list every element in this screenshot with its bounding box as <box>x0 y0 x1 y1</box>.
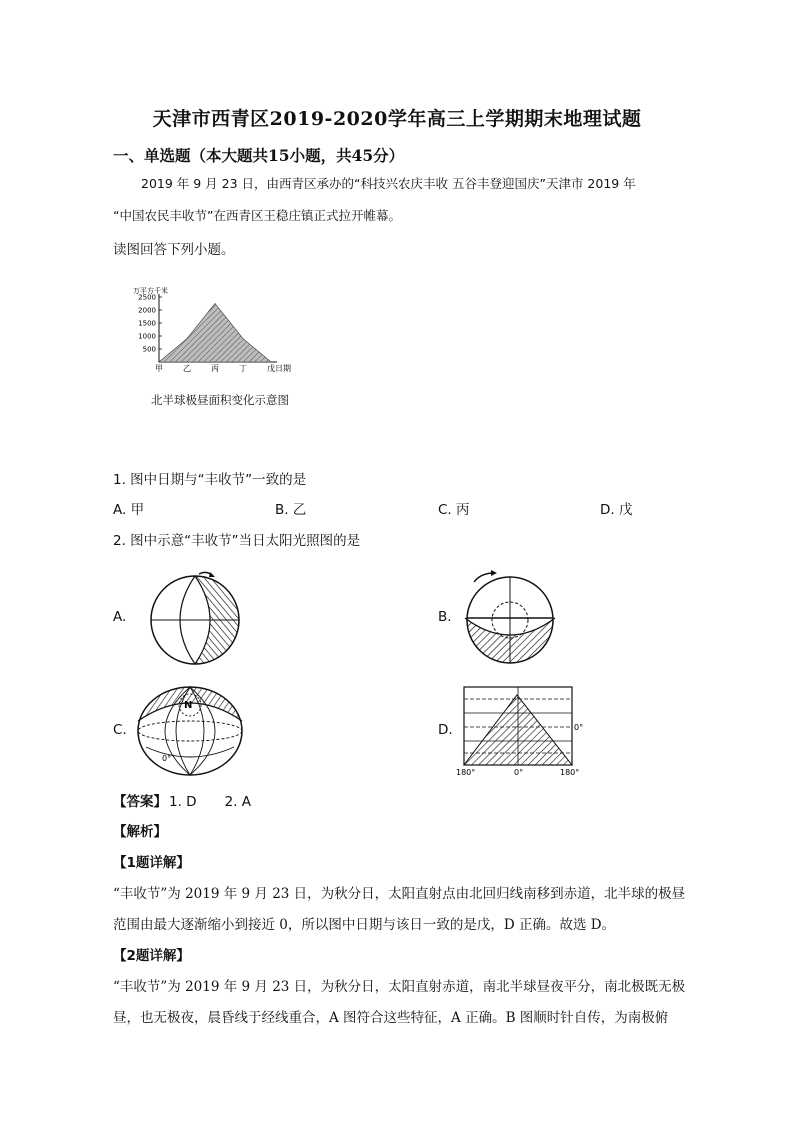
x-tick-label: 丁 <box>239 364 247 373</box>
y-tick-label: 2000 <box>138 306 156 315</box>
y-tick-label: 2500 <box>138 293 156 302</box>
question-2-text: 2. 图中示意“丰收节”当日太阳光照图的是 <box>113 533 361 549</box>
q1-option-c: C. 丙 <box>438 502 470 518</box>
detail-2-line-2: 昼，也无极夜，晨昏线于经线重合，A 图符合这些特征，A 正确。B 图顺时针自传，为南极俯 <box>113 1010 669 1026</box>
diagram-d-map <box>454 683 594 779</box>
x-tick-label: 丙 <box>211 364 219 373</box>
q2-option-c-label: C. <box>113 722 127 738</box>
d-left-longitude: 180° <box>456 768 476 777</box>
instruction: 读图回答下列小题。 <box>113 242 235 258</box>
d-right-longitude: 180° <box>560 768 580 777</box>
x-tick-label: 戊 <box>267 364 275 373</box>
chart-area-series <box>159 304 271 363</box>
intro-line-2: “中国农民丰收节”在西青区王稳庄镇正式拉开帷幕。 <box>113 208 401 223</box>
q2-option-a-label: A. <box>113 609 127 625</box>
detail-2-line-1: “丰收节”为 2019 年 9 月 23 日，为秋分日，太阳直射赤道，南北半球昼夜平分，南北极既无极 <box>113 979 686 995</box>
detail-1-line-1: “丰收节”为 2019 年 9 月 23 日，为秋分日，太阳直射点由北回归线南移到赤道，北半球的极昼 <box>113 886 686 902</box>
question-1-text: 1. 图中日期与“丰收节”一致的是 <box>113 472 307 488</box>
rotation-arrow-icon <box>491 570 497 576</box>
section-heading: 一、单选题（本大题共15小题，共45分） <box>113 146 405 165</box>
answer-row <box>113 790 251 810</box>
intro-line-1: 2019 年 9 月 23 日，由西青区承办的“科技兴农庆丰收 五谷丰登迎国庆”天津市 2019 年 <box>141 176 636 191</box>
d-equator-label: 0° <box>574 723 584 732</box>
diagram-c-globe <box>132 683 252 779</box>
q1-option-a: A. 甲 <box>113 502 145 518</box>
y-tick-label: 500 <box>142 345 156 354</box>
q2-option-d-label: D. <box>438 722 453 738</box>
detail-1-tag: 【1题详解】 <box>113 855 190 871</box>
analysis-tag: 【解析】 <box>113 824 167 840</box>
diagram-a-globe <box>145 570 247 666</box>
y-tick-label: 1000 <box>138 332 156 341</box>
d-mid-longitude: 0° <box>514 768 524 777</box>
answer-2: 2. A <box>224 794 251 810</box>
detail-1-line-2: 范围由最大逐渐缩小到接近 0，所以图中日期与该日一致的是戊，D 正确。故选 D。 <box>113 917 616 933</box>
x-tick-label: 乙 <box>183 364 191 373</box>
chart-xlabel: 日期 <box>275 364 291 373</box>
figure-caption: 北半球极昼面积变化示意图 <box>151 393 289 407</box>
diagram-b-globe <box>460 570 560 666</box>
rotation-arrow-icon <box>209 572 215 577</box>
equator-label: 0° <box>162 754 172 763</box>
answer-1: 1. D <box>169 794 197 810</box>
y-tick-label: 1500 <box>138 319 156 328</box>
x-tick-label: 甲 <box>155 364 163 373</box>
q1-option-b: B. 乙 <box>275 502 307 518</box>
north-pole-label: N <box>184 700 193 711</box>
chart-ylabel: 万平方千米 <box>133 287 168 295</box>
page-title: 天津市西青区2019-2020学年高三上学期期末地理试题 <box>152 108 642 130</box>
q1-option-d: D. 戊 <box>600 502 633 518</box>
polar-day-chart <box>125 282 315 382</box>
detail-2-tag: 【2题详解】 <box>113 948 190 964</box>
answer-tag: 【答案】 <box>113 794 167 810</box>
q2-option-b-label: B. <box>438 609 452 625</box>
